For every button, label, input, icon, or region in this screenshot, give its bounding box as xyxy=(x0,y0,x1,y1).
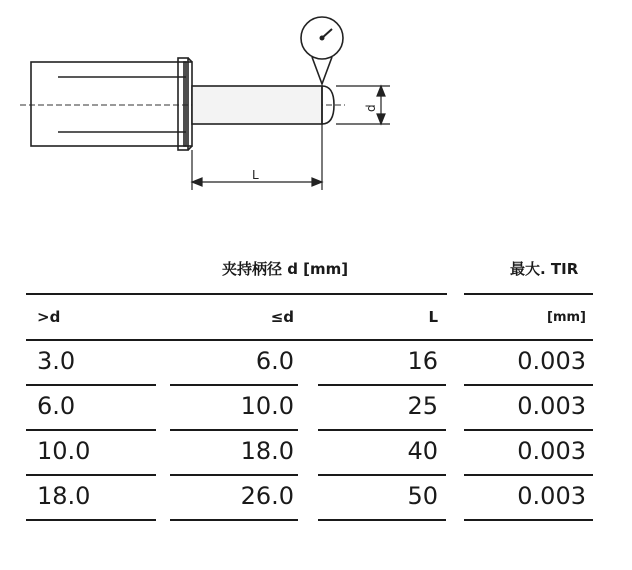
row-rule xyxy=(318,519,446,521)
collet-body xyxy=(31,58,192,150)
table-row xyxy=(0,431,632,476)
row-rule xyxy=(464,519,593,521)
diameter-dimension-label: d xyxy=(364,104,378,112)
cell-min-d: 18.0 xyxy=(37,482,91,510)
cell-max-d: 26.0 xyxy=(240,482,294,510)
cell-min-d: 3.0 xyxy=(37,347,76,375)
cell-max-d: 10.0 xyxy=(240,392,294,420)
test-pin xyxy=(192,86,334,124)
cell-max-d: 6.0 xyxy=(255,347,294,375)
tir-header: 最大. TIR xyxy=(510,260,579,278)
table-row xyxy=(0,476,632,521)
cell-min-d: 10.0 xyxy=(37,437,91,465)
collet-runout-diagram xyxy=(0,0,632,230)
cell-length: 25 xyxy=(407,392,438,420)
col-header-min-d: >d xyxy=(37,308,61,326)
cell-length: 50 xyxy=(407,482,438,510)
dial-gauge-icon xyxy=(301,17,343,84)
cell-length: 40 xyxy=(407,437,438,465)
group-header: 夹持柄径 d [mm] xyxy=(222,260,349,278)
length-dimension-label: L xyxy=(252,168,259,182)
cell-tir: 0.003 xyxy=(517,437,586,465)
cell-min-d: 6.0 xyxy=(37,392,76,420)
cell-tir: 0.003 xyxy=(517,347,586,375)
col-header-unit: [mm] xyxy=(547,310,586,325)
col-header-max-d: ≤d xyxy=(270,308,294,326)
header-rule-right xyxy=(464,293,593,295)
cell-tir: 0.003 xyxy=(517,392,586,420)
header-rule-left xyxy=(26,293,447,295)
table-row xyxy=(0,341,632,386)
cell-tir: 0.003 xyxy=(517,482,586,510)
table-row xyxy=(0,386,632,431)
row-rule xyxy=(170,519,298,521)
row-rule xyxy=(26,519,156,521)
cell-length: 16 xyxy=(407,347,438,375)
cell-max-d: 18.0 xyxy=(240,437,294,465)
col-header-length: L xyxy=(428,308,438,326)
